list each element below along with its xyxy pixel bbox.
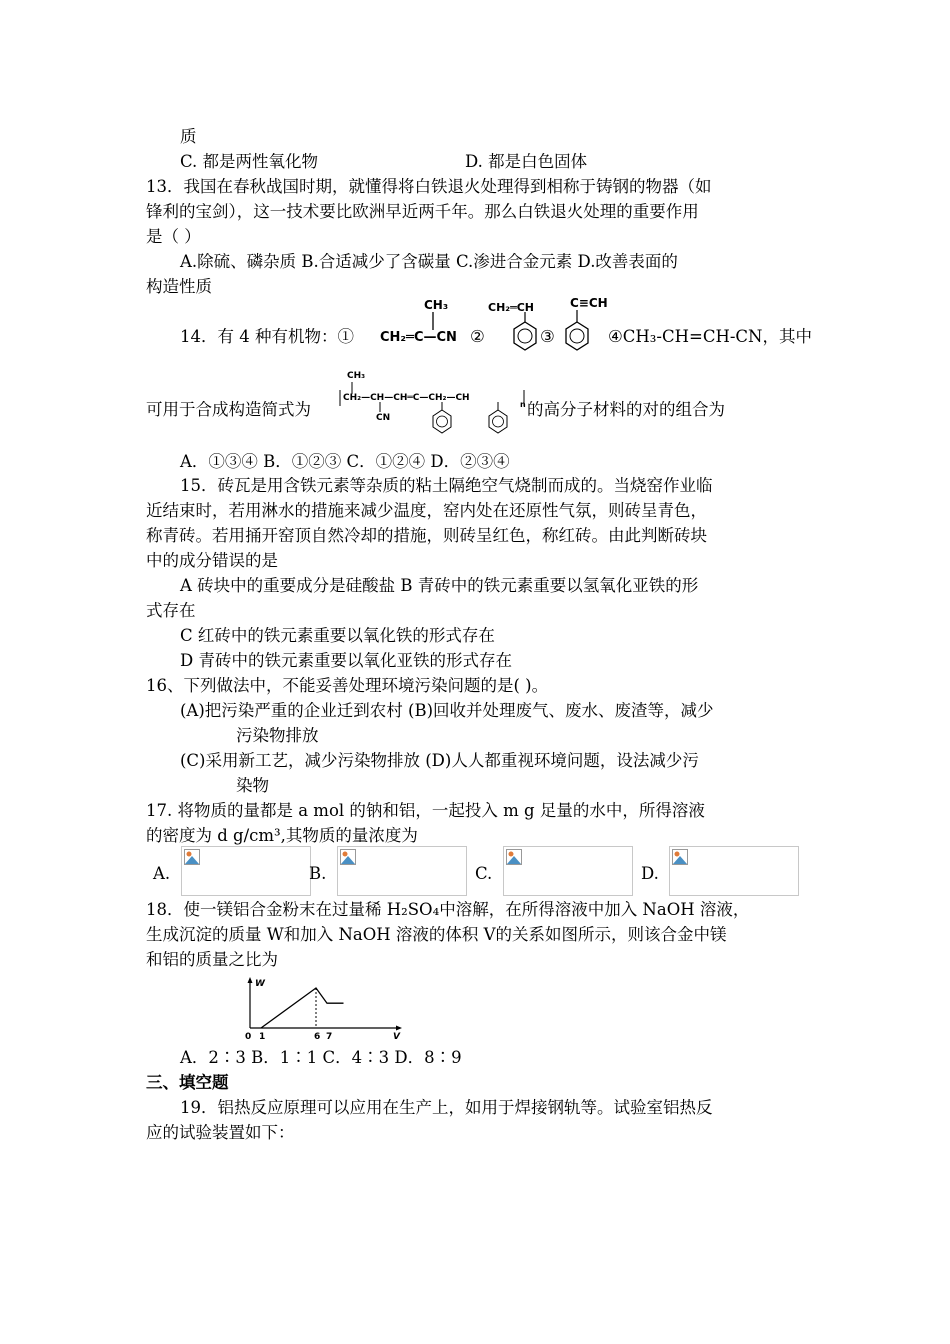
question-19: 19．铝热反应原理可以应用在生产上，如用于焊接钢轨等。试验室铝热反 xyxy=(180,1098,713,1117)
text-line: 称青砖。若用捅开窑顶自然冷却的措施，则砖呈红色，称红砖。由此判断砖块 xyxy=(146,526,707,545)
option-label: A. xyxy=(153,864,171,883)
text-line: 和铝的质量之比为 xyxy=(146,950,278,969)
text-line: D. 都是白色固体 xyxy=(465,152,588,171)
poly-methyl-label: CH₃ xyxy=(347,371,366,381)
question-17: 17. 将物质的量都是 a mol 的钠和铝，一起投入 m g 足量的水中，所得溶液 xyxy=(146,801,705,820)
x-axis-arrow xyxy=(396,1026,402,1031)
text-line: 构造性质 xyxy=(146,277,212,296)
image-icon xyxy=(672,849,688,865)
question-14: 14．有 4 种有机物：① xyxy=(180,327,354,346)
text-line: ② xyxy=(470,327,485,346)
question-15: 15．砖瓦是用含铁元素等杂质的粘土隔绝空气烧制而成的。当烧窑作业临 xyxy=(180,476,713,495)
image-icon xyxy=(340,849,356,865)
question-18: 18．使一镁铝合金粉末在过量稀 H₂SO₄中溶解，在所得溶液中加入 NaOH 溶液， xyxy=(146,900,750,919)
section-heading: 三、填空题 xyxy=(146,1073,229,1092)
y-axis-label: W xyxy=(255,979,265,989)
text-line: 可用于合成构造简式为 xyxy=(146,400,311,419)
text-line: 质 xyxy=(180,127,197,146)
benzene-ring-icon xyxy=(562,310,592,354)
text-line: 的密度为 d g/cm³,其物质的量浓度为 xyxy=(146,826,418,845)
options-line: A．①③④ B．①②③ C．①②④ D．②③④ xyxy=(180,452,510,471)
tick-label: 7 xyxy=(326,1032,333,1040)
broken-image-placeholder xyxy=(181,846,311,896)
text-line: C. 都是两性氧化物 xyxy=(180,152,319,171)
poly-cn-label: CN xyxy=(376,413,391,423)
bond-line xyxy=(428,312,438,332)
text-line: 染物 xyxy=(236,776,269,795)
text-line: D 青砖中的铁元素重要以氧化亚铁的形式存在 xyxy=(180,651,512,670)
text-line: 锋利的宝剑），这一技术要比欧洲早近两千年。那么白铁退火处理的重要作用 xyxy=(146,202,699,221)
text-line: 的高分子材料的对的组合为 xyxy=(527,400,725,419)
options-line: A．2∶3 B．1∶1 C．4∶3 D．8∶9 xyxy=(180,1048,462,1067)
methyl-label: CH₃ xyxy=(424,298,449,312)
x-axis-label: V xyxy=(393,1032,400,1040)
option-label: D. xyxy=(641,864,659,883)
text-line: 是（ ） xyxy=(146,227,201,246)
image-icon xyxy=(506,849,522,865)
question-13: 13．我国在春秋战国时期，就懂得将白铁退火处理得到相称于铸钢的物器（如 xyxy=(146,177,712,196)
text-line: 应的试验装置如下： xyxy=(146,1123,295,1142)
text-line: 生成沉淀的质量 W和加入 NaOH 溶液的体积 V的关系如图所示，则该合金中镁 xyxy=(146,925,727,944)
text-line: 近结束时，若用淋水的措施来减少温度，窑内处在还原性气氛，则砖呈青色， xyxy=(146,501,707,520)
text-line: 污染物排放 xyxy=(236,726,319,745)
broken-image-placeholder xyxy=(503,846,633,896)
vinyl-label: CH₂═CH xyxy=(488,301,534,314)
tick-label: 0 xyxy=(245,1032,252,1040)
data-line xyxy=(261,988,344,1028)
broken-image-placeholder xyxy=(669,846,799,896)
poly-subscript-n: n xyxy=(520,400,526,409)
molecule-1: CH₂═C—CN xyxy=(380,330,457,345)
text-line: 中的成分错误的是 xyxy=(146,551,278,570)
y-axis-arrow xyxy=(248,977,253,983)
broken-image-placeholder xyxy=(337,846,467,896)
polymer-structure xyxy=(338,380,528,440)
question-16: 16、下列做法中，不能妥善处理环境污染问题的是( )。 xyxy=(146,676,549,695)
ethynyl-label: C≡CH xyxy=(570,296,608,310)
text-line: 式存在 xyxy=(146,601,196,620)
precipitate-volume-graph xyxy=(238,976,408,1040)
text-line: (C)采用新工艺，减少污染物排放 (D)人人都重视环境问题，设法减少污 xyxy=(180,751,699,770)
text-line: ③ xyxy=(540,327,555,346)
text-line: ④CH₃-CH=CH-CN，其中 xyxy=(608,327,812,346)
text-line: A 砖块中的重要成分是硅酸盐 B 青砖中的铁元素重要以氢氧化亚铁的形 xyxy=(180,576,699,595)
options-line: A.除硫、磷杂质 B.合适减少了含碳量 C.渗进合金元素 D.改善表面的 xyxy=(180,252,678,271)
option-label: B. xyxy=(309,864,327,883)
image-icon xyxy=(184,849,200,865)
text-line: (A)把污染严重的企业迁到农村 (B)回收并处理废气、废水、废渣等，减少 xyxy=(180,701,714,720)
polymer-chain: CH₂—CH—CH═C—CH₂—CH xyxy=(343,393,470,403)
tick-label: 1 xyxy=(259,1032,266,1040)
benzene-ring-icon xyxy=(510,312,540,354)
text-line: C 红砖中的铁元素重要以氧化铁的形式存在 xyxy=(180,626,495,645)
tick-label: 6 xyxy=(314,1032,321,1040)
option-label: C. xyxy=(475,864,493,883)
